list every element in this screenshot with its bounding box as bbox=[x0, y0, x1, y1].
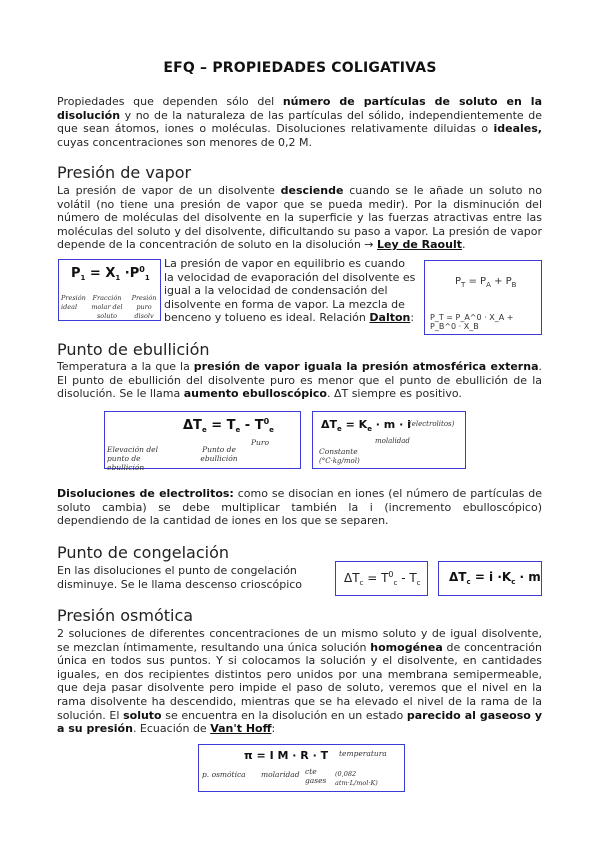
osmotica-paragraph: 2 soluciones de diferentes concentraciones de un mismo soluto y de igual disolvente, se mezclan íntimamente, resultando una única solución homogénea de concentración única en todos sus puntos. Y si colocamos la solución y el disolvente, en cantidades iguales, en dos recipientes distintos pero unidos por una membrana semipermeable, que deja pasar disolvente pero impide el paso de soluto, veremos que el nivel en la rama disolvente ha descendido, mientras que se ha elevado el nivel de la rama de la solución. El soluto se encuentra en la disolución en un estado parecido al gaseoso y a su presión. Ecuación de Van't Hoff: bbox=[57, 627, 542, 736]
ebulloscopic-note-units: (°C·kg/mol) bbox=[319, 457, 360, 465]
ebulloscopic-note-electrolitos: (electrolitos) bbox=[409, 420, 455, 428]
vapor-paragraph: La presión de vapor de un disolvente desciende cuando se le añade un soluto no volátil (no tiene una presión de vapor que se pueda medir). Por la disminución del número de moléculas del disolvente en la superficie y las fuerzas atractivas entre las moléculas del soluto y del disolvente, dificultando su paso a vapor. La presión de vapor depende de la concentración de soluto en la disolución → Ley de Raoult. bbox=[57, 184, 542, 252]
dalton-link[interactable]: Dalton bbox=[369, 311, 411, 325]
congelacion-formula-box bbox=[335, 561, 428, 596]
vant-hoff-note-molaridad: molaridad bbox=[261, 770, 300, 779]
vant-hoff-note-cte: cte gases bbox=[305, 767, 327, 785]
ebulloscopic-formula-box bbox=[312, 411, 466, 469]
raoult-formula-box bbox=[58, 259, 161, 321]
raoult-note-ideal: Presión ideal bbox=[61, 294, 86, 311]
section-heading-vapor: Presión de vapor bbox=[57, 163, 192, 182]
ebulloscopic-note-constante: Constante bbox=[319, 447, 358, 456]
vapor-equilibrium-paragraph: La presión de vapor en equilibrio es cuando la velocidad de evaporación del disolvente es igual a la velocidad de condensación del disolvente en forma de vapor. La mezcla de benceno y tolueno es ideal. Relación Dalton: bbox=[164, 257, 416, 325]
dalton-formula-box bbox=[424, 260, 542, 335]
intro-paragraph: Propiedades que dependen sólo del número de partículas de soluto en la disolución y no de la naturaleza de las partículas del sólido, independientemente de que sean átomos, iones o moléculas. Disoluciones relativamente diluidas o ideales, cuyas concentraciones son menores de 0,2 M. bbox=[57, 95, 543, 149]
section-heading-congelacion: Punto de congelación bbox=[57, 543, 230, 562]
vant-hoff-note-units: (0,082 atm·L/mol·K) bbox=[335, 770, 378, 787]
raoult-note-pure: Presión puro disolv bbox=[131, 294, 157, 320]
dalton-formula-expanded: P_T = P_A^0 · X_A + P_B^0 · X_B bbox=[430, 313, 514, 331]
ebullicion-note-puro: Puro bbox=[251, 438, 269, 447]
raoult-link[interactable]: Ley de Raoult bbox=[377, 238, 462, 252]
crioscopic-formula: $\Delta T_c = i \cdot K_c \cdot m$ bbox=[449, 570, 541, 586]
section-heading-ebullicion: Punto de ebullición bbox=[57, 340, 210, 359]
raoult-formula: $P_1 = X_1 \cdot P^0_1$ bbox=[71, 265, 150, 282]
vant-hoff-note-osmotica: p. osmótica bbox=[202, 770, 246, 779]
ebulloscopic-formula: $\Delta T_e = K_e \cdot m \cdot i$ bbox=[321, 418, 411, 433]
vant-hoff-formula-box bbox=[198, 744, 405, 792]
vant-hoff-note-temperatura: temperatura bbox=[339, 749, 387, 758]
congelacion-formula: $\Delta T_c = T^0_c - T_c$ bbox=[344, 570, 421, 587]
congelacion-paragraph: En las disoluciones el punto de congelación disminuye. Se le llama descenso crioscópico bbox=[57, 564, 303, 591]
crioscopic-formula-box bbox=[438, 561, 542, 596]
ebullicion-paragraph: Temperatura a la que la presión de vapor iguala la presión atmosférica externa. El punto de ebullición del disolvente puro es menor que el punto de ebullición de la disolución. Se le llama aumento ebulloscópico. ΔT siempre es positivo. bbox=[57, 360, 542, 401]
ebullicion-note-punto: Punto de ebullición bbox=[200, 445, 238, 463]
ebulloscopic-note-molalidad: molalidad bbox=[375, 437, 410, 445]
vant-hoff-link[interactable]: Van't Hoff bbox=[210, 722, 272, 736]
vant-hoff-formula: π = I M · R · T bbox=[244, 749, 329, 762]
raoult-note-fraction: Fracción molar del soluto bbox=[91, 294, 123, 320]
ebullicion-formula-box bbox=[104, 411, 301, 472]
page-title: EFQ – PROPIEDADES COLIGATIVAS bbox=[163, 60, 437, 76]
section-heading-osmotica: Presión osmótica bbox=[57, 606, 194, 625]
dalton-formula-total: $P_T = P_A + P_B$ bbox=[455, 276, 517, 289]
ebullicion-formula: $\Delta T_e = T_e - T^0_e$ bbox=[183, 417, 274, 434]
ebullicion-note-elevacion: Elevación del punto de ebullición bbox=[107, 445, 158, 472]
electrolitos-paragraph: Disoluciones de electrolitos: como se disocian en iones (el número de partículas de soluto cambia) se debe multiplicar también la i (incremento ebulloscópico) dependiendo de la cantidad de iones en los que se separen. bbox=[57, 487, 543, 528]
